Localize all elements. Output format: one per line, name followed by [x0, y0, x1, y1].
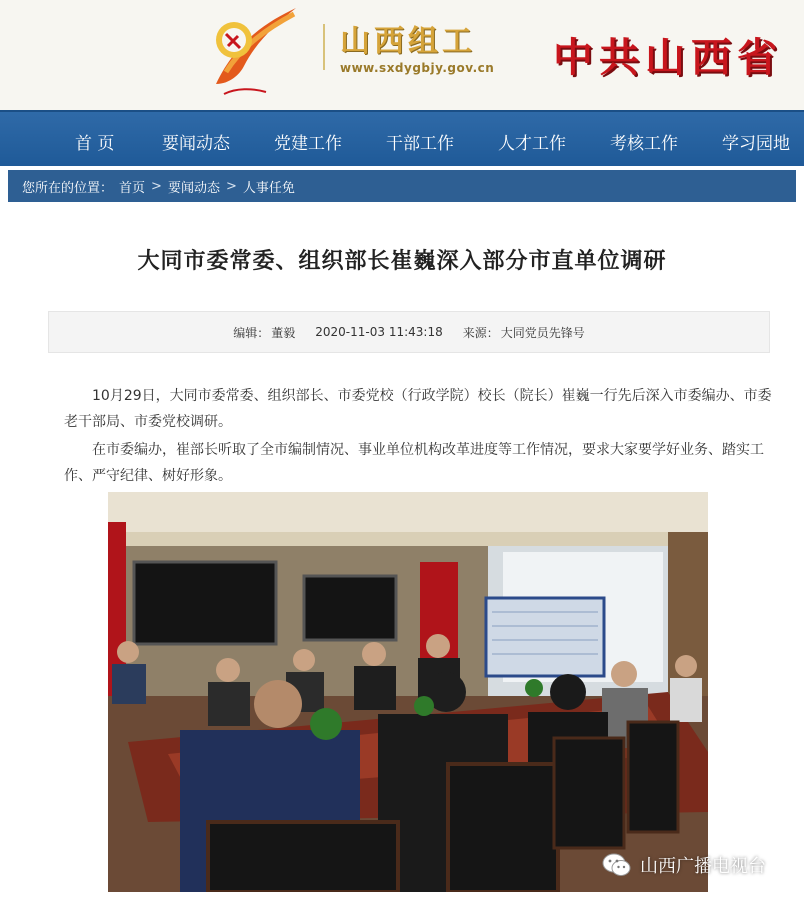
nav-item-party-building[interactable]: 党建工作: [274, 134, 342, 154]
nav-item-cadre-work[interactable]: 干部工作: [386, 134, 454, 154]
editor-name: 董毅: [271, 325, 296, 340]
nav-item-news[interactable]: 要闻动态: [162, 134, 230, 154]
party-logo-icon[interactable]: [196, 2, 306, 102]
meta-source: [463, 324, 585, 341]
source-label: 来源：: [462, 325, 499, 340]
editor-label: 编辑：: [233, 325, 270, 340]
banner-title: 中共山西省: [553, 34, 783, 81]
breadcrumb-appointments[interactable]: 人事任免: [242, 180, 295, 196]
wechat-icon: [602, 852, 632, 878]
breadcrumb-prefix: 您所在的位置：: [22, 180, 114, 196]
nav-item-home[interactable]: 首 页: [75, 134, 115, 154]
watermark: [602, 852, 766, 878]
article-meta: [48, 311, 770, 353]
source-name: 大同党员先锋号: [500, 325, 585, 340]
article-paragraph: 10月29日，大同市委常委、组织部长、市委党校（行政学院）校长（院长）崔巍一行先后深入市委编办、市委老干部局、市委党校调研。: [64, 388, 772, 430]
main-nav: [0, 110, 804, 166]
brand-title: 山西组工: [340, 24, 476, 59]
nav-item-assessment[interactable]: 考核工作: [610, 134, 678, 154]
article-title: 大同市委常委、组织部长崔巍深入部分市直单位调研: [137, 249, 667, 274]
publish-date: 2020-11-03 11:43:18: [315, 325, 443, 339]
breadcrumb-news[interactable]: 要闻动态: [167, 180, 220, 196]
meta-editor: [233, 324, 295, 341]
nav-item-talent-work[interactable]: 人才工作: [498, 134, 566, 154]
brand-url[interactable]: www.sxdygbjy.gov.cn: [340, 61, 495, 75]
breadcrumb-home[interactable]: 首页: [119, 180, 146, 196]
article-container: [8, 202, 796, 902]
breadcrumb-separator: >: [151, 178, 162, 194]
article-paragraph: 在市委编办，崔部长听取了全市编制情况、事业单位机构改革进度等工作情况，要求大家要学好业务、踏实工作、严守纪律、树好形象。: [64, 442, 764, 484]
meeting-room-photo: [108, 492, 708, 892]
breadcrumb: [8, 170, 796, 202]
site-header: [0, 0, 804, 110]
nav-item-study[interactable]: 学习园地: [722, 134, 790, 154]
watermark-label: 山西广播电视台: [640, 856, 766, 877]
article-photo: [108, 492, 708, 892]
breadcrumb-separator: >: [225, 178, 237, 194]
logo-divider: [323, 24, 325, 70]
